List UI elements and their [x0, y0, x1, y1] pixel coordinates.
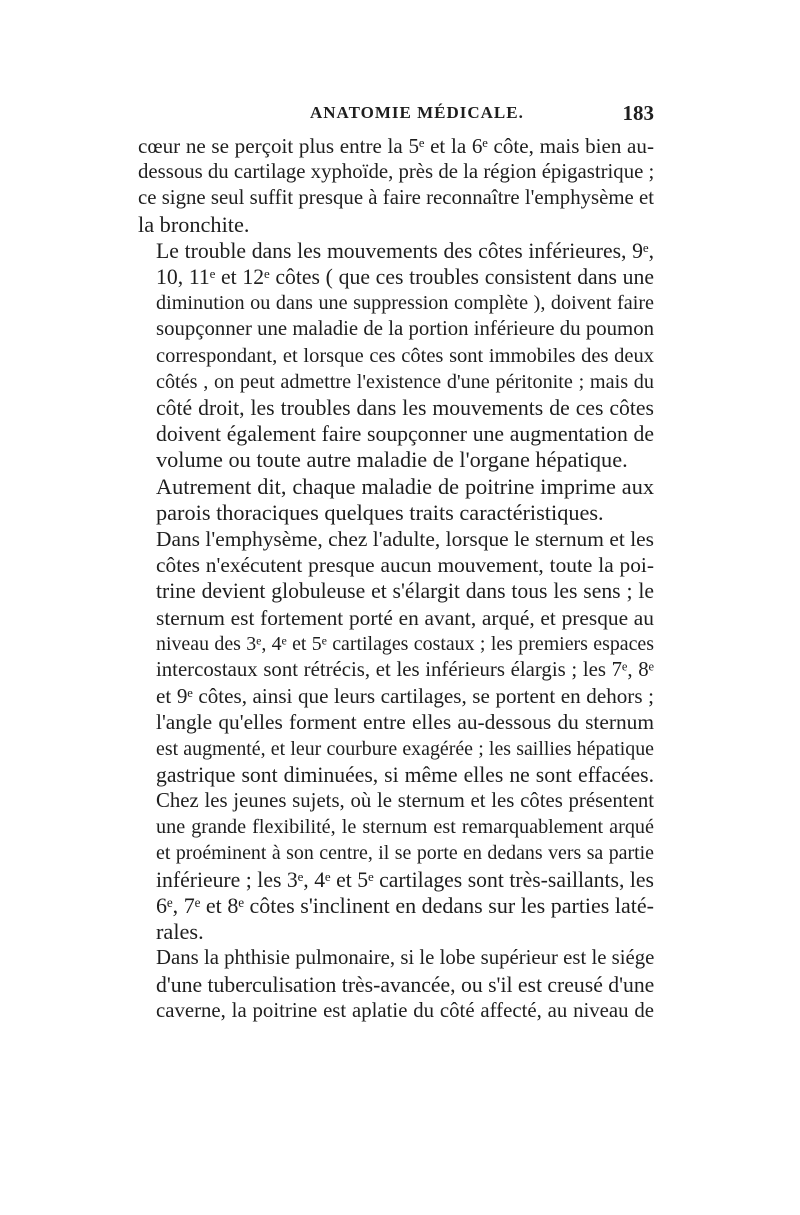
paragraph	[138, 526, 654, 945]
text-line: 6ᵉ, 7ᵉ et 8ᵉ côtes s'inclinent en dedans sur les parties laté-	[156, 892, 654, 918]
text-line: dessous du cartilage xyphoïde, près de la région épigastrique ;	[138, 160, 655, 184]
text-line: niveau des 3ᵉ, 4ᵉ et 5ᵉ cartilages costaux ; les premiers espaces	[156, 632, 654, 655]
text-line: 10, 11ᵉ et 12ᵉ côtes ( que ces troubles consistent dans une	[156, 265, 654, 290]
text-line: trine devient globuleuse et s'élargit dans tous les sens ; le	[156, 579, 654, 604]
page-header	[138, 103, 654, 127]
text-line: doivent également faire soupçonner une augmentation de	[156, 422, 654, 447]
text-line: cœur ne se perçoit plus entre la 5ᵉ et la 6ᵉ côte, mais bien au-	[138, 134, 654, 158]
text-line: parois thoraciques quelques traits caractéristiques.	[156, 499, 604, 525]
text-line: diminution ou dans une suppression complète ), doivent faire	[156, 292, 654, 315]
text-line: est augmenté, et leur courbure exagérée ; les saillies hépatique	[156, 737, 654, 760]
text-line: gastrique sont diminuées, si même elles ne sont effacées.	[156, 762, 654, 787]
text-line: Chez les jeunes sujets, où le sternum et les côtes présentent	[156, 789, 654, 813]
text-line: d'une tuberculisation très-avancée, ou s'il est creusé d'une	[156, 972, 655, 997]
page-number: 183	[622, 101, 654, 125]
text-line: soupçonner une maladie de la portion inférieure du poumon	[156, 317, 654, 341]
text-line: intercostaux sont rétrécis, et les inférieurs élargis ; les 7ᵉ, 8ᵉ	[156, 658, 654, 682]
body-text	[138, 133, 654, 1024]
paragraph	[138, 945, 654, 1024]
text-line: côtés , on peut admettre l'existence d'une péritonite ; mais du	[156, 370, 654, 393]
text-line: sternum est fortement porté en avant, arqué, et presque au	[156, 605, 654, 630]
text-line: une grande flexibilité, le sternum est remarquablement arqué	[156, 816, 654, 839]
text-line: Dans l'emphysème, chez l'adulte, lorsque le sternum et les	[156, 527, 654, 552]
text-line: ce signe seul suffit presque à faire reconnaître l'emphysème et	[138, 186, 654, 210]
text-line: correspondant, et lorsque ces côtes sont immobiles des deux	[156, 344, 654, 367]
text-line: et 9ᵉ côtes, ainsi que leurs cartilages, se portent en dehors ;	[156, 684, 654, 709]
paragraph	[138, 238, 654, 474]
text-line: rales.	[156, 919, 204, 945]
running-title: ANATOMIE MÉDICALE.	[310, 103, 524, 122]
text-line: inférieure ; les 3ᵉ, 4ᵉ et 5ᵉ cartilages sont très-saillants, les	[156, 867, 654, 892]
text-line: côté droit, les troubles dans les mouvements de ces côtes	[156, 396, 654, 421]
paragraph	[138, 133, 654, 238]
text-line: Autrement dit, chaque maladie de poitrine imprime aux	[156, 473, 654, 499]
text-line: Dans la phthisie pulmonaire, si le lobe supérieur est le siége	[156, 946, 655, 970]
text-line: Le trouble dans les mouvements des côtes inférieures, 9ᵉ,	[156, 238, 654, 263]
text-line: et proéminent à son centre, il se porte en dedans vers sa partie	[156, 842, 654, 865]
text-line: la bronchite.	[138, 211, 250, 237]
text-line: l'angle qu'elles forment entre elles au-dessous du sternum	[156, 710, 654, 735]
text-line: caverne, la poitrine est aplatie du côté affecté, au niveau de	[156, 998, 654, 1022]
text-line: côtes n'exécutent presque aucun mouvement, toute la poi-	[156, 553, 654, 578]
text-line: volume ou toute autre maladie de l'organe hépatique.	[156, 447, 628, 473]
paragraph	[138, 474, 654, 526]
